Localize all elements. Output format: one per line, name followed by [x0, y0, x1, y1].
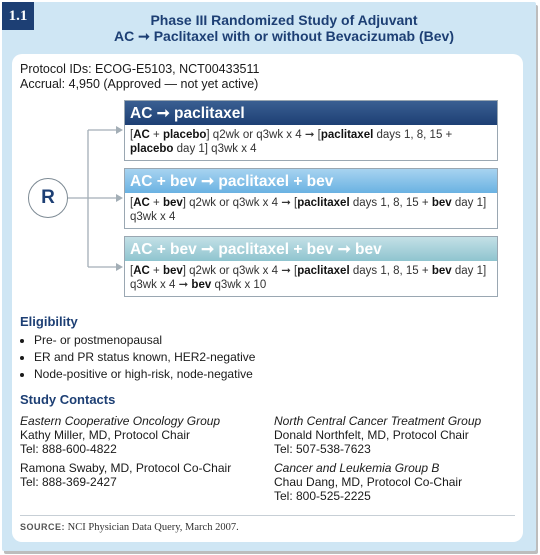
list-item: • Pre- or postmenopausal: [34, 332, 255, 349]
contact-org: Cancer and Leukemia Group B: [274, 461, 440, 475]
title-line-1: Phase III Randomized Study of Adjuvant: [150, 12, 418, 28]
contacts-right: [274, 414, 481, 503]
contact-name: Ramona Swaby, MD, Protocol Co-Chair: [20, 461, 232, 475]
list-item: • Node-positive or high-risk, node-negative: [34, 366, 255, 383]
contact-tel: Tel: 507-538-7623: [274, 442, 371, 456]
contact-tel: Tel: 888-369-2427: [20, 475, 117, 489]
contacts-left: [20, 414, 231, 489]
contact-name: Chau Dang, MD, Protocol Co-Chair: [274, 475, 463, 489]
contacts-heading: Study Contacts: [20, 392, 116, 407]
figure-number: 1.1: [2, 2, 34, 30]
arm-1-regimen: [AC + placebo] q2wk or q3wk x 4 ➞ [paclitaxel days 1, 8, 15 + placebo day 1] q3wk x 4: [130, 129, 453, 155]
arm-3: [124, 236, 498, 297]
figure-frame: [2, 2, 536, 551]
title-line-2: AC ➞ Paclitaxel with or without Bevacizumab (Bev): [113, 28, 455, 44]
arm-1-title: AC ➞ paclitaxel: [125, 101, 497, 125]
arm-1: [124, 100, 498, 161]
list-item: • ER and PR status known, HER2-negative: [34, 349, 255, 366]
contact-tel: Tel: 800-525-2225: [274, 489, 371, 503]
randomize-circle: R: [28, 178, 68, 218]
content-panel: [12, 54, 523, 542]
contact-org: Eastern Cooperative Oncology Group: [20, 414, 221, 428]
protocol-accrual: Accrual: 4,950 (Approved — not yet active): [20, 77, 259, 91]
arm-3-title: AC + bev ➞ paclitaxel + bev ➞ bev: [125, 237, 497, 261]
arm-2: [124, 168, 498, 229]
arm-2-title: AC + bev ➞ paclitaxel + bev: [125, 169, 497, 193]
contact-org: North Central Cancer Treatment Group: [274, 414, 482, 428]
eligibility-list: [20, 332, 255, 383]
source-note: [20, 522, 239, 533]
contact-name: Donald Northfelt, MD, Protocol Chair: [274, 428, 469, 442]
arm-2-regimen: [AC + bev] q2wk or q3wk x 4 ➞ [paclitaxel days 1, 8, 15 + bev day 1] q3wk x 4: [130, 197, 487, 223]
arm-3-regimen: [AC + bev] q2wk or q3wk x 4 ➞ [paclitaxel days 1, 8, 15 + bev day 1] q3wk x 4 ➞ bev q3wk x 10: [130, 265, 487, 291]
contact-tel: Tel: 888-600-4822: [20, 442, 117, 456]
source-text: NCI Physician Data Query, March 2007.: [65, 522, 239, 533]
contact-name: Kathy Miller, MD, Protocol Chair: [20, 428, 191, 442]
figure-title: [42, 12, 526, 44]
protocol-ids: Protocol IDs: ECOG-E5103, NCT00433511: [20, 62, 260, 76]
eligibility-heading: Eligibility: [20, 314, 78, 329]
source-label: SOURCE:: [20, 522, 66, 532]
divider: [20, 515, 515, 516]
